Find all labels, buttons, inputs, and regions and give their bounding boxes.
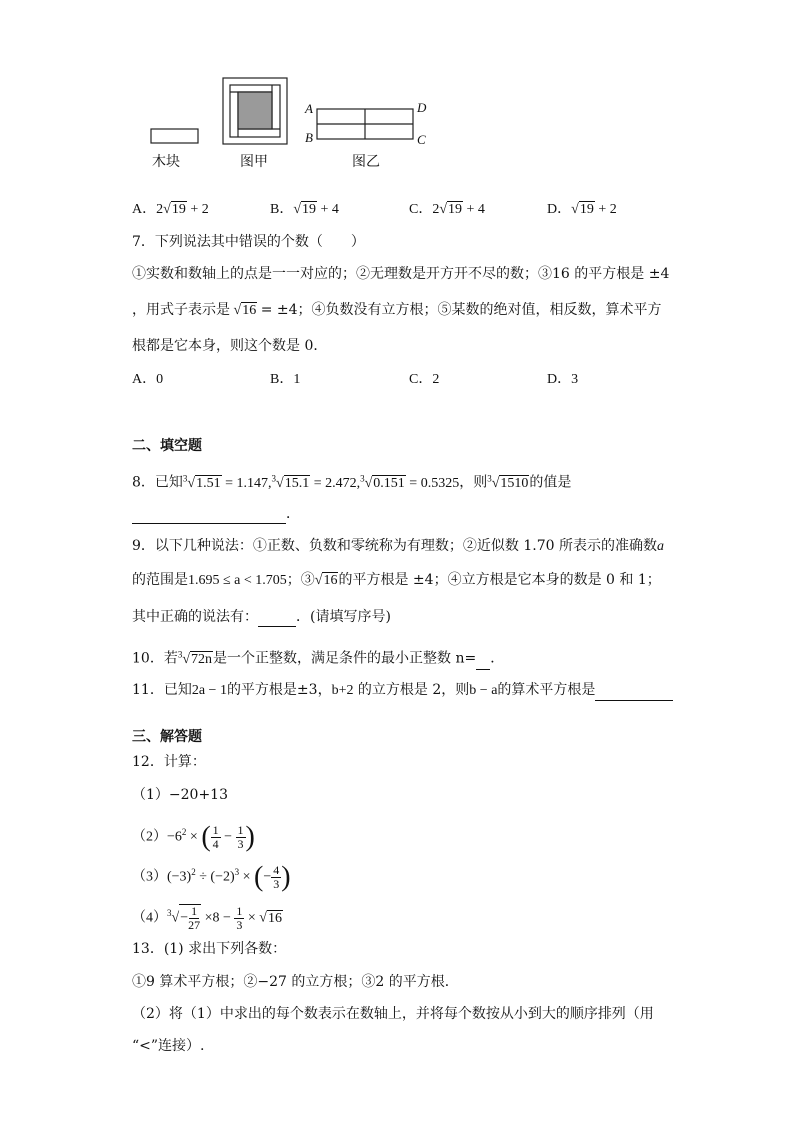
q7-line-2: ，用式子表示是 √16 = ±4；④负数没有立方根；⑤某数的绝对值，相反数，算术平方 (132, 302, 662, 318)
q7-option-a: A．0 (132, 372, 164, 387)
q8-answer-blank[interactable] (132, 509, 286, 524)
q8-line: 8．已知$^3$√1.51 = 1.147,$^3$√15.1 = 2.472,$^3$√0.151 = 0.5325，则$^3$√1510的值是 (132, 473, 572, 491)
q7-option-b: B．1 (270, 372, 301, 387)
figure-yi-shape (317, 109, 413, 139)
q7-option-c: C．2 (409, 372, 440, 387)
q9-line-2: 的范围是1.695 ≤ a < 1.705；③√16的平方根是 ±4；④立方根是它本身的数是 0 和 1； (132, 572, 661, 588)
q10-line: 10．若$^3$√72n是一个正整数，满足条件的最小正整数 n= ． (132, 644, 504, 670)
q13-stem: 13．(1) 求出下列各数： (132, 941, 287, 957)
q7-line-3: 根都是它本身，则这个数是 0． (132, 338, 328, 354)
q6-option-c: C．2√19 + 4 (409, 202, 485, 217)
q7-stem: 7．下列说法其中错误的个数（ ） (132, 234, 365, 250)
figure-jia-caption: 图甲 (240, 154, 268, 170)
q12-part-1: （1）−20+13 (132, 787, 228, 803)
q9-line-1: 9．以下几种说法：①正数、负数和零统称为有理数；②近似数 1.70 所表示的准确数a (132, 538, 664, 554)
q10-answer-blank[interactable] (476, 655, 490, 670)
q6-option-b: B．√19 + 4 (270, 202, 339, 217)
q6-option-a: A．2√19 + 2 (132, 202, 209, 217)
q13-line-4: “<”连接）. (132, 1038, 205, 1054)
section-fill-blank-title: 二、填空题 (132, 438, 202, 454)
q12-stem: 12．计算： (132, 754, 206, 770)
figure-yi-caption: 图乙 (352, 154, 380, 170)
q6-option-d: D．√19 + 2 (547, 202, 617, 217)
q12-part-4: $(4)^3√-$ $\frac{1}{27}$ ×8 − $\frac{1}{3}$ × √16 (132, 903, 282, 932)
q7-option-d: D．3 (547, 372, 579, 387)
q11-line: 11．已知2a − 1的平方根是±3，b+2 的立方根是 2，则b − a的算术平方根是 (132, 680, 673, 701)
q11-answer-blank[interactable] (595, 686, 673, 701)
q9-line-3: 其中正确的说法有： ．(请填写序号) (132, 609, 391, 625)
q12-part-3: $(3)(-3)^2 \div (-2)^3$ × (− $\frac{4}{3}$ ) (132, 861, 291, 893)
corner-c-label: C (417, 132, 426, 147)
q13-line-2: ①9 算术平方根；②−27 的立方根；③2 的平方根． (132, 974, 459, 990)
q7-line-1: ①实数和数轴上的点是一一对应的；②无理数是开方开不尽的数；③16 的平方根是 ±4 (132, 266, 670, 282)
q13-line-3: （2）将（1）中求出的每个数表示在数轴上，并将每个数按从小到大的顺序排列（用 (132, 1006, 654, 1022)
q9-answer-blank[interactable] (258, 612, 296, 627)
q8-answer-line[interactable]: ． (132, 504, 300, 524)
corner-b-label: B (305, 130, 313, 145)
figure-jia-shape (223, 78, 287, 144)
corner-a-label: A (305, 101, 313, 116)
wood-block-caption: 木块 (152, 154, 180, 170)
q12-part-2: $(2)-6^2$ × ( $\frac{1}{4}$ − $\frac{1}{3}$ ) (132, 821, 255, 853)
corner-d-label: D (417, 100, 427, 115)
wood-block-shape (151, 129, 198, 143)
section-solve-title: 三、解答题 (132, 729, 202, 745)
figure-blocks (140, 74, 440, 174)
